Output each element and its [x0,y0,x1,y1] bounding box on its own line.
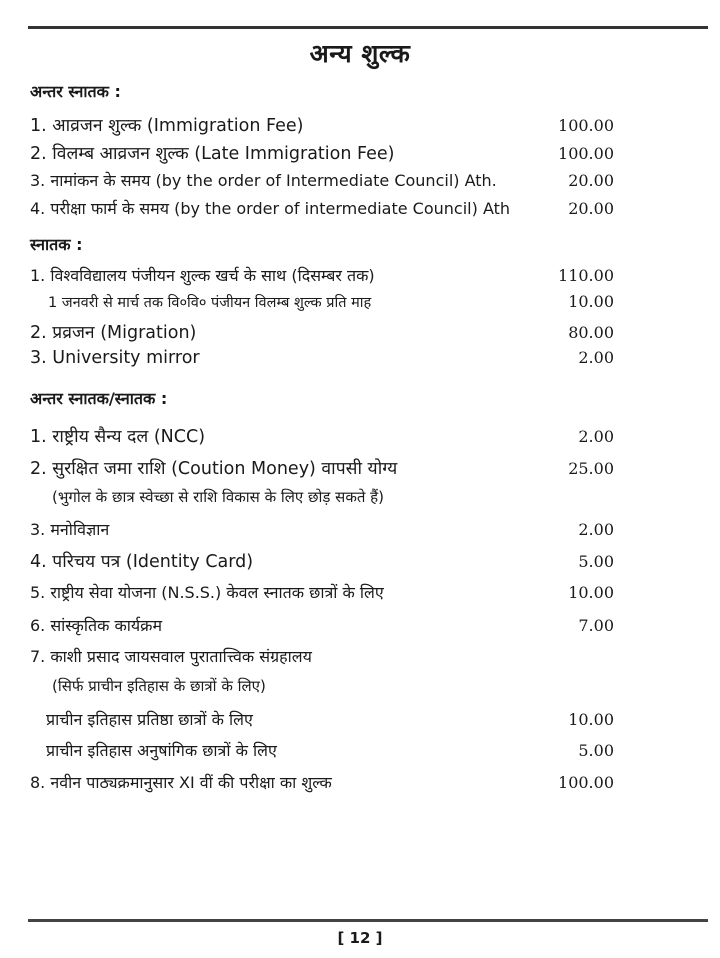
fee-label: 3. नामांकन के समय (by the order of Intermediate Council) Ath. [30,171,497,190]
fee-row [46,708,614,730]
fee-label: 2. प्रव्रजन (Migration) [30,323,197,343]
fee-amount: 100.00 [558,144,614,163]
section-heading-undergrad: अन्तर स्नातक : [30,82,121,101]
fee-amount: 20.00 [568,199,614,218]
fee-row [30,113,614,137]
fee-row [30,771,614,793]
fee-row [30,348,614,368]
fee-row [30,424,614,448]
fee-row [30,141,614,165]
page-number: [ 12 ] [337,929,383,947]
fee-amount: 100.00 [558,116,614,135]
section-heading-combined: अन्तर स्नातक/स्नातक : [30,389,168,408]
fee-label: 5. राष्ट्रीय सेवा योजना (N.S.S.) केवल स्नातक छात्रों के लिए [30,583,384,602]
fee-amount: 5.00 [578,552,614,571]
fee-amount: 10.00 [568,292,614,311]
note-ancient-history: (सिर्फ प्राचीन इतिहास के छात्रों के लिए) [52,677,266,695]
fee-amount: 7.00 [578,616,614,635]
fee-label: प्राचीन इतिहास प्रतिष्ठा छात्रों के लिए [46,710,253,729]
fee-row [30,581,614,603]
fee-row [30,197,614,219]
fee-label: प्राचीन इतिहास अनुषांगिक छात्रों के लिए [46,741,277,760]
fee-row [30,320,614,344]
fee-row [30,549,614,573]
top-rule [28,26,708,29]
fee-amount: 10.00 [568,583,614,602]
fee-label: 1. राष्ट्रीय सैन्य दल (NCC) [30,427,206,447]
section-heading-graduate: स्नातक : [30,235,83,254]
bottom-rule [28,919,708,922]
fee-label: 8. नवीन पाठ्यक्रमानुसार XI वीं की परीक्षा का शुल्क [30,773,332,792]
fee-amount: 5.00 [578,741,614,760]
fee-amount: 25.00 [568,459,614,478]
fee-label: 3. मनोविज्ञान [30,520,110,539]
fee-label: 7. काशी प्रसाद जायसवाल पुरातात्त्विक संग्रहालय [30,647,312,666]
fee-row [30,614,614,636]
fee-amount: 100.00 [558,773,614,792]
fee-row [48,292,614,312]
fee-amount: 2.00 [578,427,614,446]
fee-amount: 2.00 [578,348,614,367]
fee-label: 1 जनवरी से मार्च तक वि०वि० पंजीयन विलम्ब शुल्क प्रति माह [48,295,372,311]
fee-amount: 20.00 [568,171,614,190]
note-geography: (भुगोल के छात्र स्वेच्छा से राशि विकास के लिए छोड़ सकते हैं) [52,488,384,506]
fee-label: 1. विश्वविद्यालय पंजीयन शुल्क खर्च के साथ (दिसम्बर तक) [30,266,375,285]
fee-row [30,645,614,667]
fee-amount: 110.00 [558,266,614,285]
fee-label: 2. सुरक्षित जमा राशि (Coution Money) वापसी योग्य [30,459,398,479]
fee-amount: 80.00 [568,323,614,342]
fee-label: 6. सांस्कृतिक कार्यक्रम [30,616,163,635]
fee-row [30,264,614,286]
fee-amount: 2.00 [578,520,614,539]
fee-label: 1. आव्रजन शुल्क (Immigration Fee) [30,116,304,136]
fee-row [30,456,614,480]
page-title: अन्य शुल्क [309,39,411,68]
fee-row [30,518,614,540]
fee-label: 4. परीक्षा फार्म के समय (by the order of intermediate Council) Ath [30,199,511,218]
fee-row [46,739,614,761]
fee-label: 4. परिचय पत्र (Identity Card) [30,552,254,572]
fee-amount: 10.00 [568,710,614,729]
fee-label: 3. University mirror [30,348,200,368]
fee-label: 2. विलम्ब आव्रजन शुल्क (Late Immigration Fee) [30,144,395,164]
fee-row [30,169,614,191]
